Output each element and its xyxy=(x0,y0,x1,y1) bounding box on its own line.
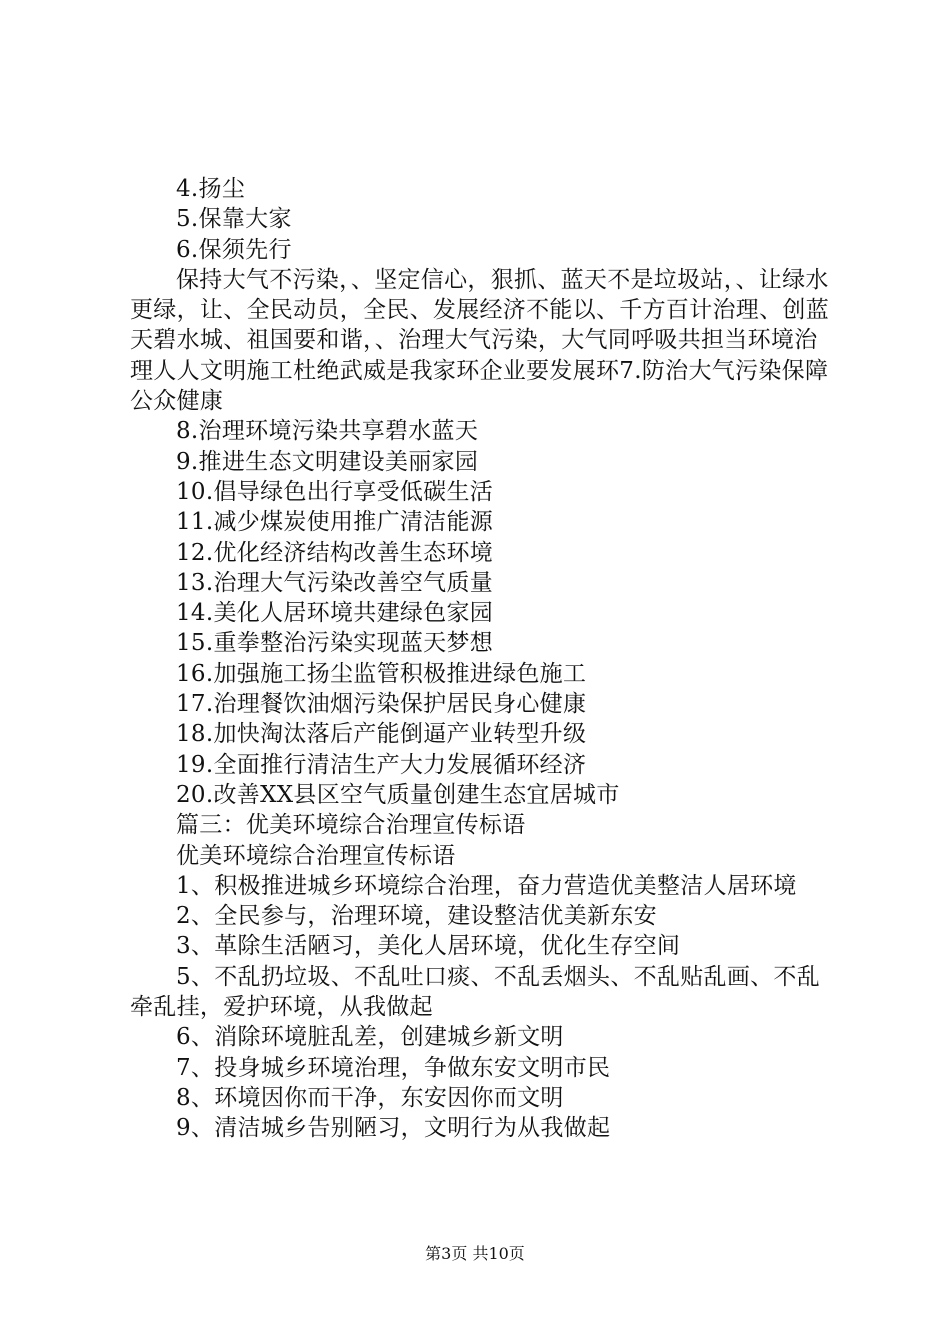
paragraph: 9、清洁城乡告别陋习，文明行为从我做起 xyxy=(176,1115,611,1142)
paragraph: 保持大气不污染，、坚定信心，狠抓、蓝天不是垃圾站，、让绿水更绿，让、全民动员，全民、发展经济不能以、千方百计治理、创蓝天碧水城、祖国要和谐，、治理大气污染，大气同呼吸共担当环境治理人人文明施工杜绝武威是我家环企业要发展环7.防治大气污染保障公众健康 xyxy=(130,266,829,415)
paragraph: 16.加强施工扬尘监管积极推进绿色施工 xyxy=(176,660,587,687)
paragraph: 12.优化经济结构改善生态环境 xyxy=(176,539,494,566)
page-footer: 第3页 共10页 xyxy=(425,1244,525,1263)
paragraph: 6、消除环境脏乱差，创建城乡新文明 xyxy=(176,1024,564,1051)
paragraph: 5、不乱扔垃圾、不乱吐口痰、不乱丢烟头、不乱贴乱画、不乱牵乱挂，爱护环境，从我做起 xyxy=(130,963,821,1021)
paragraph: 4.扬尘 xyxy=(176,176,246,202)
paragraph: 8、环境因你而干净，东安因你而文明 xyxy=(176,1084,564,1111)
paragraph: 9.推进生态文明建设美丽家园 xyxy=(176,448,479,475)
paragraph: 20.改善XX县区空气质量创建生态宜居城市 xyxy=(176,781,620,808)
paragraph: 18.加快淘汰落后产能倒逼产业转型升级 xyxy=(176,721,587,748)
section-heading: 篇三：优美环境综合治理宣传标语 xyxy=(176,812,526,839)
paragraph: 3、革除生活陋习，美化人居环境，优化生存空间 xyxy=(176,933,681,960)
document-body xyxy=(130,174,830,1144)
paragraph: 15.重拳整治污染实现蓝天梦想 xyxy=(176,630,494,657)
paragraph: 17.治理餐饮油烟污染保护居民身心健康 xyxy=(176,691,587,718)
paragraph: 11.减少煤炭使用推广清洁能源 xyxy=(176,509,494,536)
section-subheading: 优美环境综合治理宣传标语 xyxy=(176,842,456,869)
paragraph: 8.治理环境污染共享碧水蓝天 xyxy=(176,418,479,445)
paragraph: 14.美化人居环境共建绿色家园 xyxy=(176,600,494,627)
paragraph: 10.倡导绿色出行享受低碳生活 xyxy=(176,478,494,505)
paragraph: 7、投身城乡环境治理，争做东安文明市民 xyxy=(176,1054,611,1081)
paragraph: 13.治理大气污染改善空气质量 xyxy=(176,569,494,596)
paragraph: 2、全民参与，治理环境，建设整洁优美新东安 xyxy=(176,903,657,930)
paragraph: 5.保靠大家 xyxy=(176,206,292,233)
paragraph: 19.全面推行清洁生产大力发展循环经济 xyxy=(176,751,587,778)
paragraph: 1、积极推进城乡环境综合治理，奋力营造优美整洁人居环境 xyxy=(176,872,797,899)
paragraph: 6.保须先行 xyxy=(176,236,292,263)
